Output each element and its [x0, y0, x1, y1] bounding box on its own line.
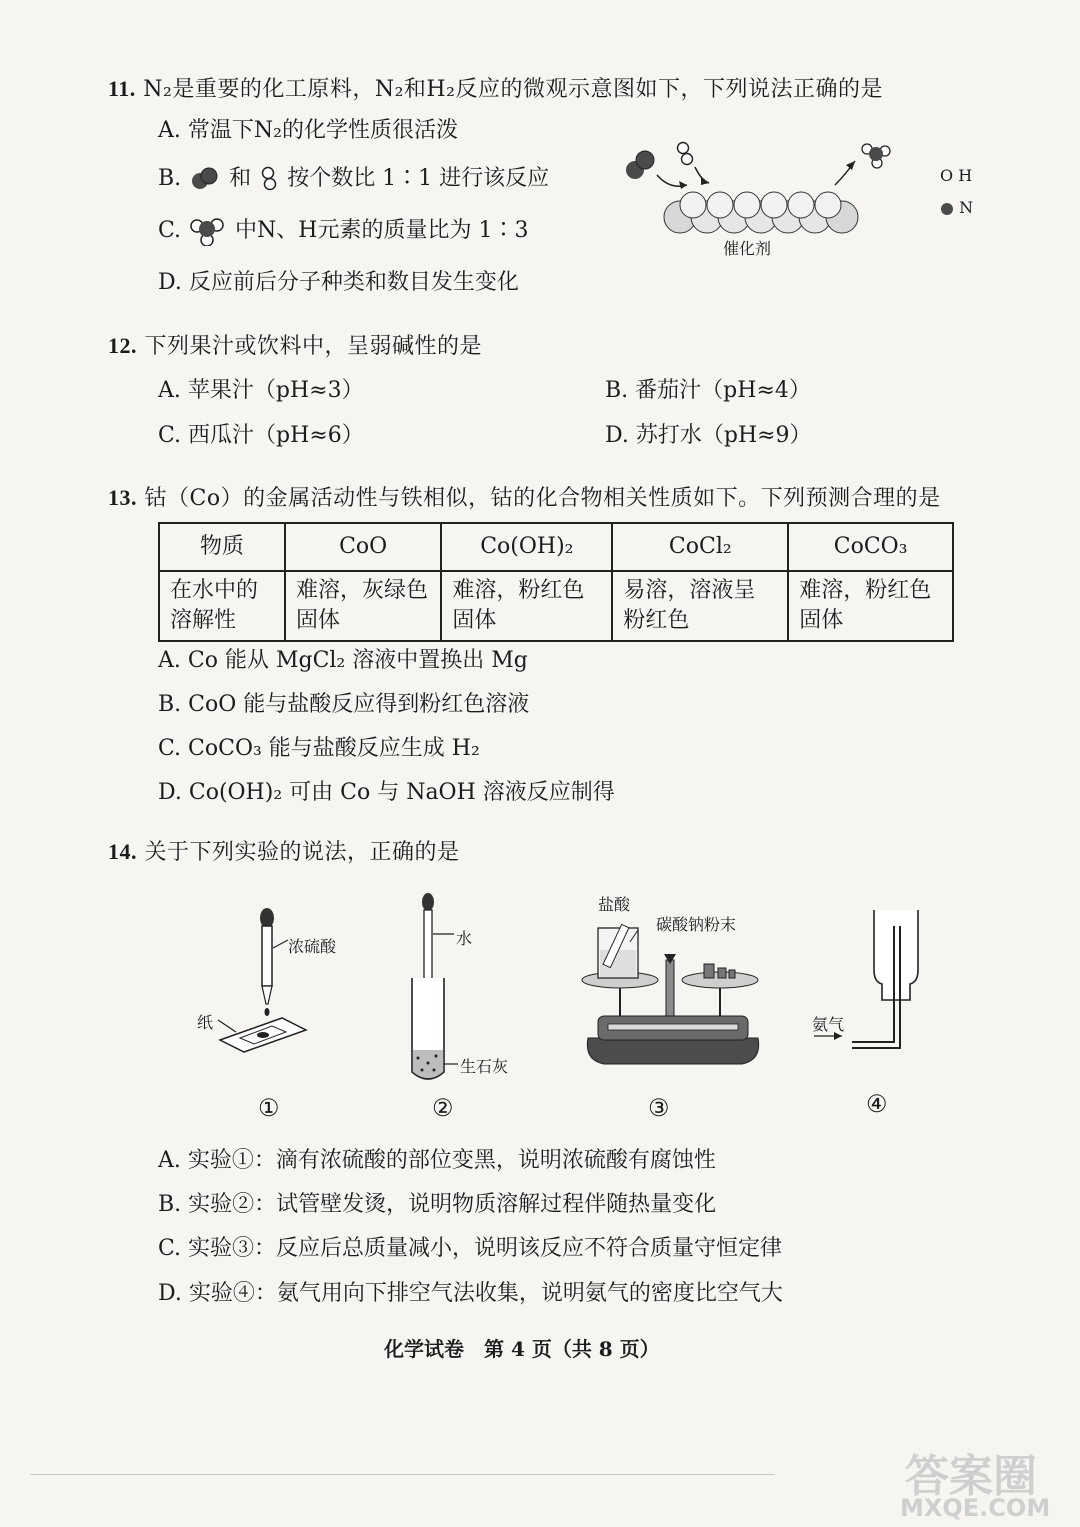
n2-molecule-icon — [188, 166, 222, 192]
table-cell: 在水中的溶解性 — [159, 571, 285, 641]
q11-option-c: C. 中N、H元素的质量比为 1∶3 — [158, 216, 528, 246]
q13-option-d: D. Co(OH)₂ 可由 Co 与 NaOH 溶液反应制得 — [158, 780, 615, 805]
balance-beam — [608, 1024, 738, 1030]
balance-base — [587, 1038, 758, 1064]
experiment-1-figure — [210, 900, 340, 1060]
experiment-3-index: ③ — [648, 1094, 670, 1122]
weight-2 — [718, 968, 726, 978]
n2-reactant — [626, 151, 654, 179]
q12-option-a: A. 苹果汁（pH≈3） — [158, 378, 364, 403]
q11-stem: 11. N₂是重要的化工原料，N₂和H₂反应的微观示意图如下，下列说法正确的是 — [108, 76, 883, 102]
balance-pillar — [666, 960, 674, 1016]
q12-option-d: D. 苏打水（pH≈9） — [605, 423, 812, 448]
table-header-row — [159, 523, 953, 571]
n-atom-icon — [940, 202, 954, 216]
q11-option-a: A. 常温下N₂的化学性质很活泼 — [158, 118, 458, 143]
experiment-1-index: ① — [258, 1094, 280, 1122]
q13-option-c: C. CoCO₃ 能与盐酸反应生成 H₂ — [158, 736, 480, 761]
q13-stem: 13. 钴（Co）的金属活动性与铁相似，钴的化合物相关性质如下。下列预测合理的是 — [108, 485, 941, 511]
table-cell: 易溶，溶液呈粉红色 — [612, 571, 788, 641]
acid-drop — [265, 1008, 270, 1016]
label-quicklime: 生石灰 — [460, 1057, 509, 1076]
q11-option-b: B. 和 按个数比 1∶1 进行该反应 — [158, 166, 550, 191]
legend-n: N — [940, 198, 973, 217]
watermark-logo: 答案圈 — [905, 1451, 1037, 1502]
cobalt-compounds-table — [158, 522, 954, 642]
label-paper: 纸 — [197, 1013, 214, 1032]
legend-h: O H — [940, 166, 973, 185]
catalyst-surface — [664, 192, 858, 233]
q13-option-b: B. CoO 能与盐酸反应得到粉红色溶液 — [158, 692, 530, 717]
table-cell: 难溶，粉红色固体 — [441, 571, 612, 641]
weight-1 — [704, 964, 714, 978]
dropper-bulb — [260, 908, 274, 928]
nh3-molecule-icon — [188, 216, 228, 246]
q14-option-c: C. 实验③：反应后总质量减小，说明该反应不符合质量守恒定律 — [158, 1236, 783, 1261]
table-header-cell: CoCl₂ — [612, 523, 788, 571]
label-sulfuric-acid: 浓硫酸 — [288, 937, 337, 956]
label-water: 水 — [456, 929, 473, 948]
h2-molecule-icon — [258, 165, 280, 193]
q14-option-b: B. 实验②：试管壁发烫，说明物质溶解过程伴随热量变化 — [158, 1192, 717, 1217]
h2-reactant — [678, 143, 693, 165]
q12-option-b: B. 番茄汁（pH≈4） — [605, 378, 811, 403]
q12-option-c: C. 西瓜汁（pH≈6） — [158, 423, 364, 448]
experiment-2-index: ② — [432, 1094, 454, 1122]
dropper-tube — [262, 926, 272, 986]
q14-option-d: D. 实验④：氨气用向下排空气法收集，说明氨气的密度比空气大 — [158, 1281, 783, 1306]
q13-option-a: A. Co 能从 MgCl₂ 溶液中置换出 Mg — [158, 648, 528, 673]
bottom-divider — [30, 1474, 775, 1475]
table-header-cell: CoO — [285, 523, 441, 571]
nh3-product — [862, 144, 890, 168]
q12-stem: 12. 下列果汁或饮料中，呈弱碱性的是 — [108, 333, 483, 359]
table-header-cell: Co(OH)₂ — [441, 523, 612, 571]
table-header-cell: CoCO₃ — [788, 523, 953, 571]
catalyst-label: 催化剂 — [723, 239, 772, 258]
weight-3 — [729, 970, 735, 978]
table-header-cell: 物质 — [159, 523, 285, 571]
experiment-3-figure — [578, 920, 778, 1070]
collection-bottle — [874, 910, 918, 1000]
label-sodium-carbonate: 碳酸钠粉末 — [656, 915, 737, 934]
page-footer: 化学试卷 第 4 页（共 8 页） — [384, 1337, 660, 1361]
watermark-url: MXQE.COM — [900, 1494, 1051, 1522]
label-hcl: 盐酸 — [598, 895, 631, 914]
q11-option-d: D. 反应前后分子种类和数目发生变化 — [158, 270, 519, 295]
q14-stem: 14. 关于下列实验的说法，正确的是 — [108, 839, 460, 865]
black-spot — [257, 1032, 269, 1038]
experiment-4-index: ④ — [866, 1090, 888, 1118]
table-cell: 难溶，粉红色固体 — [788, 571, 953, 641]
table-cell: 难溶，灰绿色固体 — [285, 571, 441, 641]
q14-option-a: A. 实验①：滴有浓硫酸的部位变黑，说明浓硫酸有腐蚀性 — [158, 1148, 716, 1173]
table-row — [159, 571, 953, 641]
label-ammonia: 氨气 — [812, 1015, 845, 1034]
dropper-tube — [424, 910, 432, 988]
dropper-bulb — [422, 893, 434, 911]
